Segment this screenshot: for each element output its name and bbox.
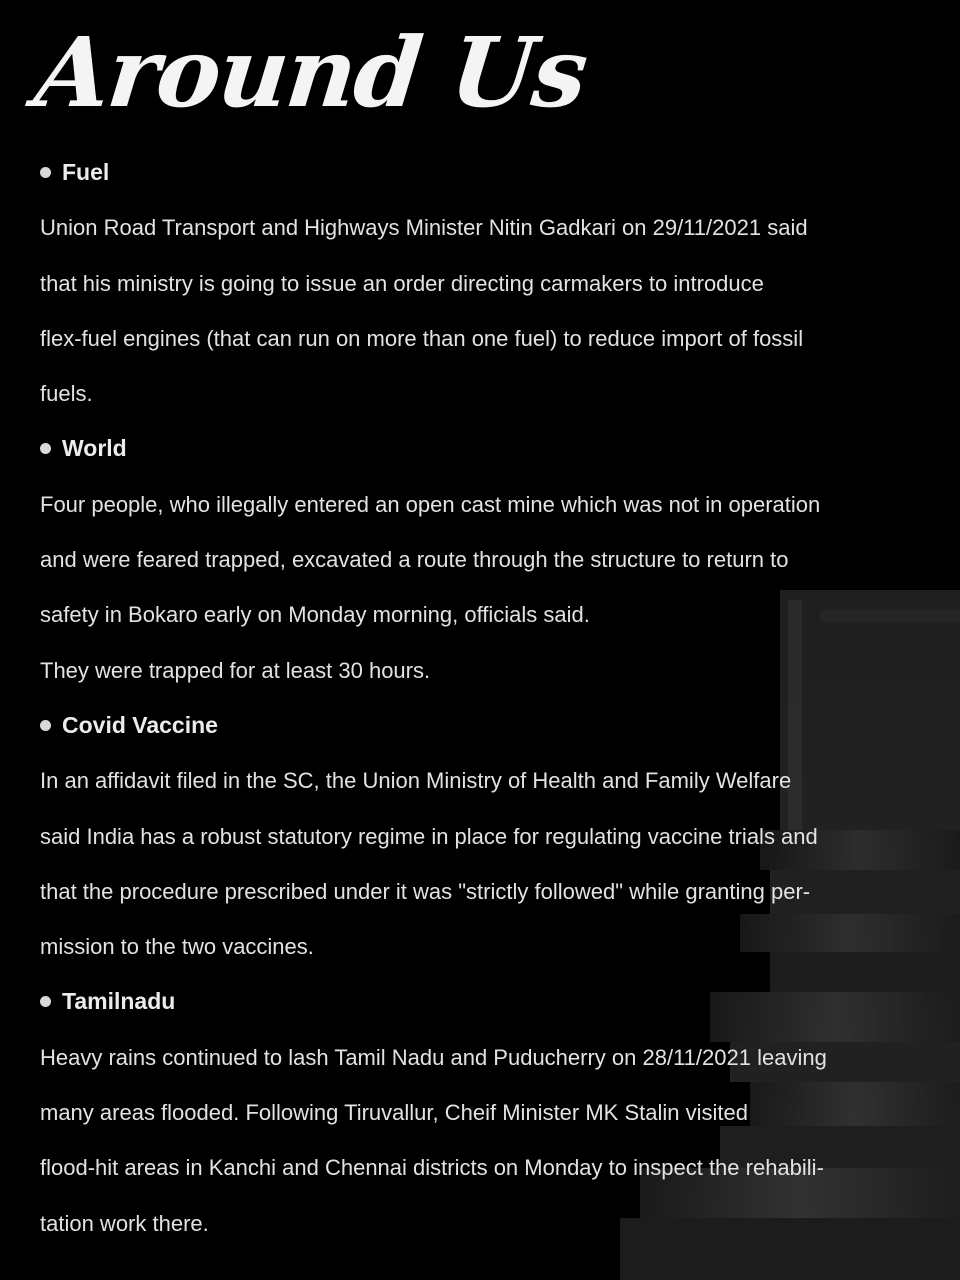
body-line: that the procedure prescribed under it was "strictly followed" while granting per- bbox=[40, 878, 811, 904]
section-heading bbox=[40, 698, 910, 753]
body-line: mission to the two vaccines. bbox=[40, 934, 314, 960]
section-heading-text: Tamilnadu bbox=[62, 988, 176, 1015]
bullet-icon bbox=[40, 167, 51, 178]
bullet-icon bbox=[40, 720, 51, 731]
body-line: Four people, who illegally entered an open cast mine which was not in operation bbox=[40, 491, 821, 517]
body-line: Heavy rains continued to lash Tamil Nadu and Puducherry on 28/11/2021 leaving bbox=[40, 1044, 827, 1070]
section-heading-text: Fuel bbox=[62, 159, 110, 185]
section-heading bbox=[40, 421, 910, 476]
section-heading bbox=[40, 145, 910, 200]
news-section-covid-vaccine bbox=[40, 698, 910, 974]
news-list bbox=[40, 145, 910, 1251]
news-section-tamilnadu bbox=[40, 974, 910, 1250]
body-line: and were feared trapped, excavated a route through the structure to return to bbox=[40, 547, 789, 573]
section-heading bbox=[40, 974, 910, 1029]
body-line: said India has a robust statutory regime in place for regulating vaccine trials and bbox=[40, 823, 818, 849]
body-line: flood-hit areas in Kanchi and Chennai districts on Monday to inspect the rehabili- bbox=[40, 1155, 824, 1181]
body-line: fuels. bbox=[40, 381, 93, 407]
section-heading-text: Covid Vaccine bbox=[62, 711, 218, 738]
body-line: that his ministry is going to issue an order directing carmakers to introduce bbox=[40, 270, 764, 296]
body-line: many areas flooded. Following Tiruvallur, Cheif Minister MK Stalin visited bbox=[40, 1100, 748, 1126]
bullet-icon bbox=[40, 996, 51, 1007]
body-line: They were trapped for at least 30 hours. bbox=[40, 657, 431, 683]
news-section-world bbox=[40, 421, 910, 697]
body-line: safety in Bokaro early on Monday morning, officials said. bbox=[40, 602, 590, 628]
body-line: tation work there. bbox=[40, 1210, 209, 1236]
page-title: Around Us bbox=[30, 16, 591, 129]
body-line: flex-fuel engines (that can run on more than one fuel) to reduce import of fossil bbox=[40, 325, 804, 351]
section-heading-text: World bbox=[62, 435, 127, 462]
news-section-fuel bbox=[40, 145, 910, 421]
body-line: In an affidavit filed in the SC, the Union Ministry of Health and Family Welfare bbox=[40, 768, 792, 794]
body-line: Union Road Transport and Highways Minister Nitin Gadkari on 29/11/2021 said bbox=[40, 215, 808, 241]
bullet-icon bbox=[40, 443, 51, 454]
